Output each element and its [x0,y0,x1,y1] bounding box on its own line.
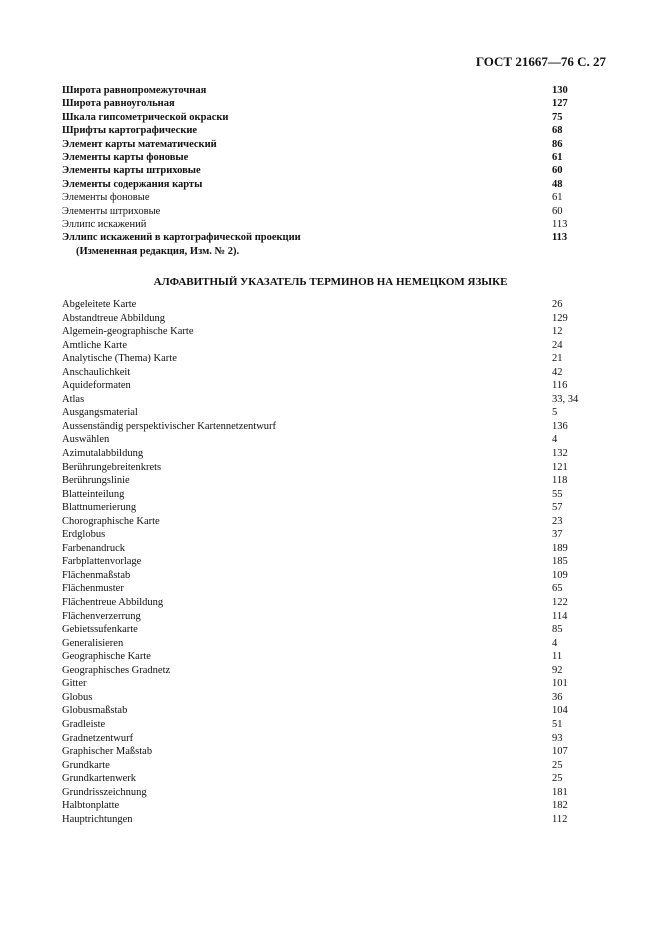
index-page-number: 24 [552,339,563,351]
index-term: Элементы карты фоновые [62,151,189,163]
index-page-number: 48 [552,178,563,190]
index-row [62,501,602,515]
index-row [62,151,602,164]
index-page-number: 60 [552,165,563,177]
index-page-number: 86 [552,138,563,150]
index-page-number: 129 [552,312,568,324]
index-term: Элемент карты математический [62,138,217,150]
index-row [62,596,602,610]
index-row [62,664,602,678]
index-row [62,218,602,231]
index-page-number: 85 [552,624,563,636]
index-row [62,610,602,624]
index-term: Элементы содержания карты [62,178,203,190]
index-term: Berührungebreitenkrets [62,461,162,473]
index-page-number: 25 [552,773,563,785]
index-page-number: 61 [552,192,563,204]
index-term: Berührungslinie [62,475,130,487]
index-page-number: 189 [552,542,568,554]
index-term: Flächenverzerrung [62,610,141,622]
index-page-number: 122 [552,597,568,609]
index-page-number: 21 [552,353,563,365]
index-row [62,97,602,110]
index-page-number: 185 [552,556,568,568]
index-term: Шкала гипсометрической окраски [62,111,229,123]
index-row [62,111,602,124]
index-page-number: 112 [552,813,568,825]
index-page-number: 60 [552,205,563,217]
russian-terms-list [62,84,602,258]
index-row [62,813,602,827]
index-page-number: 33, 34 [552,393,579,405]
index-page-number: 4 [552,637,558,649]
index-page-number: 37 [552,529,563,541]
index-row [62,84,602,97]
index-row [62,677,602,691]
index-row [62,555,602,569]
index-term: Gradleiste [62,718,106,730]
index-row [62,528,602,542]
index-row [62,447,602,461]
index-page-number: 118 [552,475,568,487]
index-term: Geographische Karte [62,651,151,663]
index-term: Halbtonplatte [62,800,120,812]
index-page-number: 113 [552,232,568,244]
index-page-number: 107 [552,746,568,758]
index-row [62,393,602,407]
index-page-number: 55 [552,488,563,500]
index-page-number: 25 [552,759,563,771]
index-term: Amtliche Karte [62,339,128,351]
index-row [62,191,602,204]
index-term: Analytische (Thema) Karte [62,353,177,365]
index-row [62,637,602,651]
index-term: Globusmaßstab [62,705,128,717]
index-row [62,379,602,393]
index-term: Grundkarte [62,759,110,771]
index-term: Grundrisszeichnung [62,786,147,798]
index-term: Эллипс искажений [62,218,147,230]
index-row [62,582,602,596]
index-page-number: 93 [552,732,563,744]
index-row [62,433,602,447]
index-term: Chorographische Karte [62,515,160,527]
index-row [62,704,602,718]
index-row [62,569,602,583]
index-row [62,124,602,137]
index-page-number: 26 [552,299,563,310]
index-term: Generalisieren [62,637,124,649]
index-page-number: 101 [552,678,568,690]
index-term: Элементы карты штриховые [62,165,201,177]
index-page-number: 116 [552,380,568,392]
index-term: Ausgangsmaterial [62,407,138,419]
index-row [62,745,602,759]
index-row [62,339,602,353]
index-term: Grundkartenwerk [62,773,137,785]
index-term: Gebietssufenkarte [62,624,138,636]
index-row [62,205,602,218]
index-term: Farbplattenvorlage [62,556,142,568]
index-row [62,542,602,556]
index-term: Элементы штриховые [62,205,161,217]
index-term: Atlas [62,393,85,405]
index-term: Шрифты картографические [62,125,198,137]
index-row [62,718,602,732]
index-term: Flächenmaßstab [62,569,131,581]
index-row [62,298,602,312]
german-terms-list [62,298,602,826]
index-term: Элементы фоновые [62,192,150,204]
index-row [62,352,602,366]
index-row [62,406,602,420]
index-row [62,488,602,502]
index-page-number: 113 [552,218,568,230]
amendment-note: (Измененная редакция, Изм. № 2). [76,245,240,257]
index-page-number: 65 [552,583,563,595]
index-page-number: 42 [552,366,563,378]
index-page-number: 11 [552,651,563,663]
index-page-number: 57 [552,502,563,514]
index-row [62,799,602,813]
index-term: Gitter [62,678,87,690]
index-term: Gradnetzentwurf [62,732,134,744]
index-page-number: 181 [552,786,568,798]
index-term: Flächentreue Abbildung [62,597,164,609]
index-term: Azimutalabbildung [62,448,144,460]
page-header: ГОСТ 21667—76 С. 27 [475,54,606,69]
index-term: Широта равнопромежуточная [62,85,207,96]
index-term: Geographisches Gradnetz [62,664,171,676]
index-row [62,461,602,475]
index-term: Hauptrichtungen [62,813,133,825]
index-page-number: 4 [552,434,558,446]
index-row [62,732,602,746]
index-term: Graphischer Maßstab [62,746,153,758]
index-row [62,138,602,151]
index-page-number: 132 [552,448,568,460]
index-page-number: 61 [552,151,563,163]
index-row [62,623,602,637]
index-page-number: 114 [552,610,568,622]
index-term: Anschaulichkeit [62,366,131,378]
index-term: Abstandtreue Abbildung [62,312,165,324]
index-row [62,786,602,800]
index-page-number: 51 [552,718,563,730]
index-row [62,325,602,339]
index-term: Blattnumerierung [62,502,137,514]
index-term: Globus [62,691,93,703]
index-row [62,178,602,191]
index-page-number: 5 [552,407,558,419]
index-row [62,650,602,664]
index-term: Широта равноугольная [62,98,175,110]
index-row [62,515,602,529]
index-row [62,420,602,434]
index-row [62,691,602,705]
index-page-number: 130 [552,85,568,96]
index-page-number: 92 [552,664,563,676]
index-page-number: 23 [552,515,563,527]
index-row [62,772,602,786]
index-term: Flächenmuster [62,583,124,595]
index-row [62,164,602,177]
index-term: Эллипс искажений в картографической проекции [62,232,301,244]
index-term: Erdglobus [62,529,106,541]
index-page-number: 121 [552,461,568,473]
index-row [62,312,602,326]
index-page-number: 12 [552,326,563,338]
index-term: Abgeleitete Karte [62,299,137,310]
index-term: Auswählen [62,434,110,446]
section-title: АЛФАВИТНЫЙ УКАЗАТЕЛЬ ТЕРМИНОВ НА НЕМЕЦКОМ ЯЗЫКЕ [153,276,508,288]
index-term: Blatteinteilung [62,488,125,500]
index-page-number: 36 [552,691,563,703]
index-page-number: 127 [552,98,568,110]
index-row [62,366,602,380]
index-page-number: 182 [552,800,568,812]
index-term: Algemein-geographische Karte [62,326,194,338]
index-page-number: 136 [552,420,568,432]
index-page-number: 68 [552,125,563,137]
index-row [62,231,602,244]
index-page-number: 75 [552,111,563,123]
index-row [62,474,602,488]
index-page-number: 109 [552,569,568,581]
index-term: Aquideformaten [62,380,131,392]
index-term: Aussenständig perspektivischer Kartennetzentwurf [62,420,277,432]
index-page-number: 104 [552,705,568,717]
index-row [62,759,602,773]
index-term: Farbenandruck [62,542,125,554]
